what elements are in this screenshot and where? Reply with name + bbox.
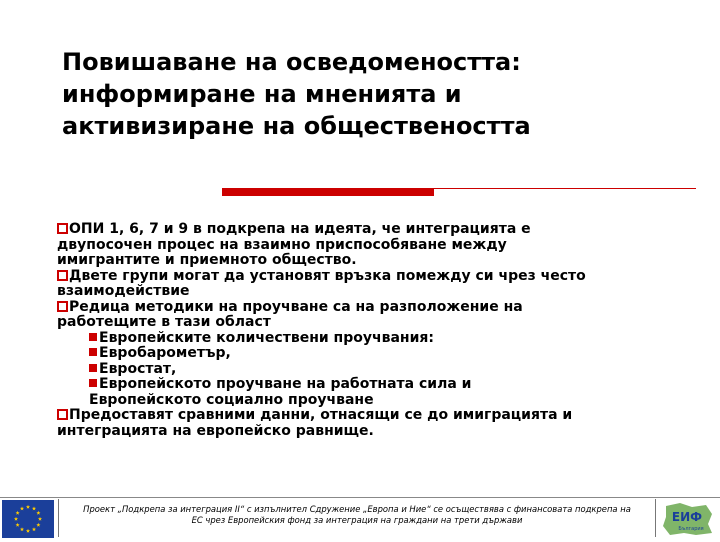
bullet-item [57,300,707,331]
title-underline-bar [222,188,434,196]
sub-bullet-item [57,377,707,408]
bullet-line: взаимодействие [57,283,190,299]
bullet-line: интеграцията на европейско равнище. [57,422,374,439]
title-line-2: информиране на мненията и [62,80,462,108]
slide-title [62,46,682,142]
footer-divider [0,497,720,498]
bullet-item [57,222,707,269]
sub-bullet-item [57,362,707,378]
filled-square-bullet-icon [89,364,97,372]
hollow-square-bullet-icon [57,301,68,312]
filled-square-bullet-icon [89,348,97,356]
eif-logo-subtext: България [678,526,704,532]
sub-bullet-item [57,331,707,347]
title-line-3: активизиране на обществеността [62,112,531,140]
sub-bullet-line: Европейското социално проучване [89,391,374,408]
filled-square-bullet-icon [89,379,97,387]
hollow-square-bullet-icon [57,223,68,234]
bullet-line: Редица методики на проучване са на разположение на [69,298,523,315]
sub-bullet-line: Евростат, [99,360,177,377]
title-line-1: Повишаване на осведомеността: [62,48,521,76]
bullet-line: работещите в тази област [57,314,271,330]
sub-bullet-item [57,346,707,362]
filled-square-bullet-icon [89,333,97,341]
bullet-line: Двете групи могат да установят връзка помежду си чрез често [69,267,586,284]
bullet-item [57,269,707,300]
bullet-line: Предоставят сравними данни, отнасящи се до имиграцията и [69,407,573,423]
sub-bullet-line: Европейските количествени проучвания: [99,329,434,346]
slide-body [57,222,707,439]
bullet-line: ОПИ 1, 6, 7 и 9 в подкрепа на идеята, че интеграцията е [69,221,531,237]
hollow-square-bullet-icon [57,409,68,420]
footer-line-2: ЕС чрез Европейския фонд за интеграция на граждани на трети държави [191,515,523,525]
bullet-line: двупосочен процес на взаимно приспособяване между [57,236,507,253]
title-underline-line [434,188,696,189]
hollow-square-bullet-icon [57,270,68,281]
bullet-item [57,408,707,439]
bullet-line: имигрантите и приемното общество. [57,252,357,268]
footer-disclaimer [60,504,654,526]
sub-bullet-line: Европейското проучване на работната сила и [99,376,472,392]
eu-flag-icon [2,500,54,538]
sub-bullet-line: Евробарометър, [99,345,231,361]
eif-logo-icon [658,500,716,538]
footer-line-1: Проект „Подкрепа за интеграция II“ с изпълнител Сдружение „Европа и Ние“ се осъществява с финансовата подкрепа на [83,504,631,514]
eif-logo-text: ЕИФ [671,510,703,524]
